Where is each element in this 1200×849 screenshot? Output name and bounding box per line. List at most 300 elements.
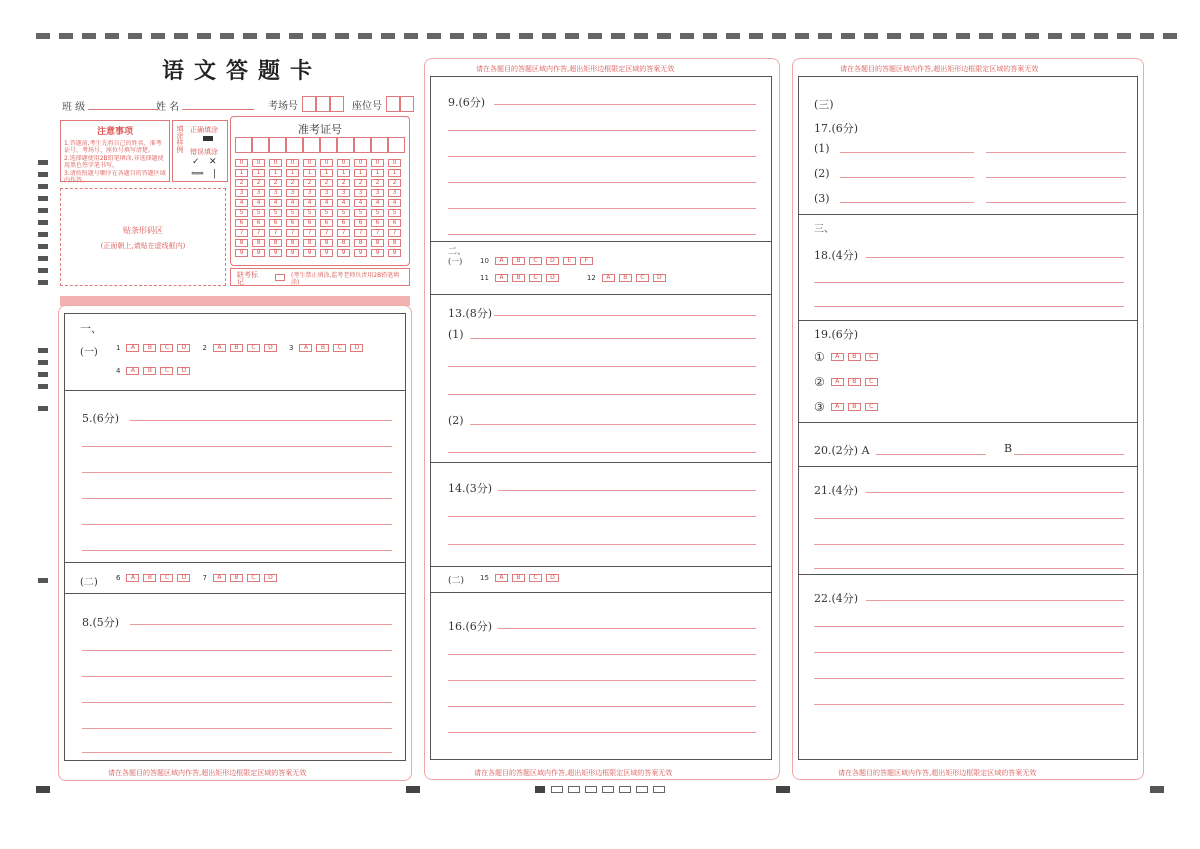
admission-bubble[interactable]: 2 [235,179,248,187]
admission-bubble[interactable]: 2 [320,179,333,187]
timing-mark [427,33,441,39]
answer-line[interactable] [494,315,756,316]
answer-line[interactable] [866,600,1124,601]
mc-option-bubble[interactable]: B [143,574,156,582]
answer-line[interactable] [814,678,1124,679]
timing-mark [36,786,50,793]
timing-mark [726,33,740,39]
admission-bubble[interactable]: 1 [286,169,299,177]
admission-bubble[interactable]: 5 [303,209,316,217]
admission-bubble[interactable]: 8 [286,239,299,247]
mc-option-bubble[interactable]: D [546,274,559,282]
mc-option-bubble[interactable]: A [495,274,508,282]
admission-bubble[interactable]: 6 [286,219,299,227]
admission-bubble[interactable]: 7 [303,229,316,237]
mc-question-number: 6 [116,574,121,582]
admission-bubble[interactable]: 0 [354,159,367,167]
admission-bubble[interactable]: 6 [235,219,248,227]
answer-line[interactable] [448,182,756,183]
admission-bubble-row [235,209,405,218]
admission-bubble[interactable]: 1 [252,169,265,177]
mc-question-number: 11 [480,274,489,282]
mc-option-bubble[interactable]: D [177,367,190,375]
panel-2-footer: 请在各题目的答题区域内作答,超出矩形边框限定区域的答案无效 [474,769,673,777]
admission-bubble[interactable]: 4 [320,199,333,207]
correct-fill-sample [203,136,213,141]
mc-option-bubble[interactable]: D [177,344,190,352]
absent-mark-row [230,268,410,286]
timing-mark [568,786,580,793]
admission-bubble[interactable]: 0 [269,159,282,167]
admission-bubble[interactable]: 9 [337,249,350,257]
mc-option-bubble[interactable]: C [865,378,878,386]
timing-mark [38,172,48,177]
mc-question-number: 2 [202,344,207,352]
admission-bubble[interactable]: 4 [371,199,384,207]
timing-mark [703,33,717,39]
mc-option-bubble[interactable]: C [333,344,346,352]
mc-option-bubble[interactable]: B [848,378,861,386]
col1-sub-two: (二) [80,577,98,588]
admission-bubble[interactable]: 0 [320,159,333,167]
admission-digit-box[interactable] [320,137,337,153]
admission-bubble[interactable]: 7 [235,229,248,237]
admission-bubble[interactable]: 4 [354,199,367,207]
admission-bubble[interactable]: 2 [371,179,384,187]
mc-option-bubble[interactable]: A [213,344,226,352]
admission-bubble[interactable]: 5 [371,209,384,217]
timing-mark [312,33,326,39]
admission-bubble[interactable]: 9 [286,249,299,257]
timing-mark [406,786,420,793]
admission-bubble[interactable]: 1 [235,169,248,177]
admission-bubble[interactable]: 1 [388,169,401,177]
admission-bubble[interactable]: 9 [235,249,248,257]
question-16-label: 16.(6分) [448,620,493,633]
admission-bubble[interactable]: 7 [320,229,333,237]
timing-mark [818,33,832,39]
admission-bubble[interactable]: 3 [286,189,299,197]
mc-option-bubble[interactable]: C [865,403,878,411]
admission-bubble[interactable]: 9 [269,249,282,257]
admission-bubble[interactable]: 1 [354,169,367,177]
answer-line[interactable] [986,177,1126,178]
admission-bubble[interactable]: 5 [388,209,401,217]
answer-line[interactable] [986,152,1126,153]
mc-option-bubble[interactable]: B [848,403,861,411]
timing-mark [551,786,563,793]
admission-digit-box[interactable] [354,137,371,153]
admission-bubble[interactable]: 9 [320,249,333,257]
seat-field[interactable] [352,96,414,112]
admission-bubble[interactable]: 4 [337,199,350,207]
admission-bubble[interactable]: 9 [388,249,401,257]
admission-number-box [230,116,410,266]
answer-line[interactable] [840,202,974,203]
admission-bubble[interactable]: 2 [286,179,299,187]
answer-line[interactable] [448,544,756,545]
mc-option-bubble[interactable]: A [602,274,615,282]
notice-line: 2.选择题使用2B铅笔填涂,非选择题使用黑色签字笔书写。 [64,155,164,169]
mc-option-bubble[interactable]: B [230,344,243,352]
mc-option-bubble[interactable]: D [177,574,190,582]
timing-mark [358,33,372,39]
admission-bubble[interactable]: 2 [269,179,282,187]
mc-option-bubble[interactable]: B [848,353,861,361]
mc-option-bubble[interactable]: A [126,344,139,352]
answer-line[interactable] [498,490,756,491]
admission-bubble[interactable]: 3 [269,189,282,197]
mc-question-number: 4 [116,367,121,375]
admission-bubble[interactable]: 9 [303,249,316,257]
mc-option-bubble[interactable]: B [143,367,156,375]
admission-bubble[interactable]: 8 [371,239,384,247]
mc-option-bubble[interactable]: C [160,367,173,375]
timing-mark [619,786,631,793]
timing-mark [450,33,464,39]
q19-item [814,350,882,364]
admission-bubble[interactable]: 4 [235,199,248,207]
admission-bubble[interactable]: 9 [354,249,367,257]
answer-line[interactable] [498,628,756,629]
timing-mark [38,184,48,189]
mc-option-bubble[interactable]: C [529,257,542,265]
admission-bubble[interactable]: 6 [320,219,333,227]
admission-bubble[interactable]: 3 [252,189,265,197]
admission-bubble[interactable]: 7 [252,229,265,237]
timing-mark [38,268,48,273]
question-14-label: 14.(3分) [448,482,493,495]
answer-line[interactable] [866,492,1124,493]
wrong-mark-arrow-icon: ⟺ [191,169,204,179]
mc-option-bubble[interactable]: F [580,257,593,265]
admission-bubble[interactable]: 6 [303,219,316,227]
admission-bubble[interactable]: 7 [286,229,299,237]
answer-line[interactable] [470,424,756,425]
mc-option-bubble[interactable]: D [546,574,559,582]
timing-mark [59,33,73,39]
q19-item [814,375,882,389]
mc-option-bubble[interactable]: E [563,257,576,265]
admission-digit-box[interactable] [235,137,252,153]
timing-mark [38,196,48,201]
col1-sub-one: (一) [80,347,98,358]
mc-option-bubble[interactable]: A [495,257,508,265]
admission-bubble[interactable]: 5 [337,209,350,217]
timing-mark [197,33,211,39]
admission-bubble[interactable]: 4 [286,199,299,207]
admission-bubble[interactable]: 6 [371,219,384,227]
question-17-part-2: (2) [814,167,830,180]
admission-bubble[interactable]: 7 [337,229,350,237]
admission-bubble[interactable]: 1 [320,169,333,177]
admission-bubble[interactable]: 6 [269,219,282,227]
timing-mark [38,406,48,411]
answer-line[interactable] [448,130,756,131]
admission-bubble[interactable]: 2 [354,179,367,187]
answer-line[interactable] [814,704,1124,705]
col2-sub-one: (一) [448,257,463,266]
section-three-heading: 三、 [814,224,834,235]
mc-option-bubble[interactable]: B [230,574,243,582]
timing-mark [38,256,48,261]
question-17-part-1: (1) [814,142,830,155]
answer-line[interactable] [986,202,1126,203]
admission-bubble[interactable]: 2 [337,179,350,187]
answer-line[interactable] [448,516,756,517]
timing-mark [542,33,556,39]
mc-option-bubble[interactable]: A [126,574,139,582]
timing-mark [864,33,878,39]
admission-digit-box[interactable] [337,137,354,153]
admission-bubble-row [235,249,405,258]
admission-bubble-grid[interactable] [235,159,405,259]
fill-example-vertical: 填涂样例 [176,125,184,153]
mc-option-bubble[interactable]: A [299,344,312,352]
timing-mark [381,33,395,39]
answer-line[interactable] [448,452,756,453]
question-19-label: 19.(6分) [814,328,859,341]
timing-mark [105,33,119,39]
q19-item-number: ③ [814,400,825,414]
timing-mark [38,384,48,389]
admission-bubble[interactable]: 8 [320,239,333,247]
timing-mark [1048,33,1062,39]
question-22-label: 22.(4分) [814,592,859,605]
answer-line[interactable] [840,152,974,153]
timing-mark [38,372,48,377]
notice-box [60,120,170,182]
admission-bubble[interactable]: 3 [371,189,384,197]
admission-bubble[interactable]: 6 [252,219,265,227]
mc-row-15[interactable] [480,574,571,582]
admission-digit-box[interactable] [286,137,303,153]
barcode-area [60,188,226,286]
mc-question-number: 12 [586,274,596,282]
admission-bubble[interactable]: 4 [388,199,401,207]
col2-sub-two: (二) [448,576,465,586]
admission-bubble[interactable]: 4 [303,199,316,207]
admission-bubble[interactable]: 5 [235,209,248,217]
admission-bubble[interactable]: 2 [303,179,316,187]
admission-bubble[interactable]: 0 [286,159,299,167]
mc-option-bubble[interactable]: D [653,274,666,282]
admission-bubble[interactable]: 3 [354,189,367,197]
answer-line[interactable] [814,626,1124,627]
mc-option-bubble[interactable]: D [350,344,363,352]
admission-bubble[interactable]: 8 [354,239,367,247]
admission-bubble[interactable]: 0 [303,159,316,167]
mc-row-11-12[interactable] [480,274,694,282]
mc-option-bubble[interactable]: A [831,378,844,386]
mc-option-bubble[interactable]: C [247,344,260,352]
mc-option-bubble[interactable]: C [636,274,649,282]
timing-mark [38,220,48,225]
admission-bubble[interactable]: 8 [388,239,401,247]
page-title: 语文答题卡 [162,58,323,84]
timing-mark [174,33,188,39]
admission-bubble[interactable]: 9 [371,249,384,257]
mc-option-bubble[interactable]: C [529,274,542,282]
admission-bubble[interactable]: 8 [269,239,282,247]
timing-mark [565,33,579,39]
admission-bubble[interactable]: 3 [320,189,333,197]
admission-bubble[interactable]: 3 [337,189,350,197]
mc-option-bubble[interactable]: D [264,344,277,352]
admission-bubble[interactable]: 5 [286,209,299,217]
timing-mark [602,786,614,793]
question-9-label: 9.(6分) [448,96,486,109]
notice-line: 3.请按照题号顺序在各题目的答题区域内作答。 [64,170,166,184]
notice-title: 注意事项 [96,127,133,137]
admission-digit-box[interactable] [252,137,269,153]
admission-digit-box[interactable] [388,137,405,153]
admission-bubble[interactable]: 2 [388,179,401,187]
timing-mark [473,33,487,39]
answer-line[interactable] [470,338,756,339]
admission-digit-box[interactable] [303,137,320,153]
name-field[interactable] [156,98,254,113]
admission-bubble[interactable]: 6 [388,219,401,227]
q19-item-number: ① [814,350,825,364]
admission-bubble[interactable]: 7 [269,229,282,237]
answer-line[interactable] [448,732,756,733]
answer-line[interactable] [814,518,1124,519]
admission-bubble[interactable]: 8 [235,239,248,247]
admission-bubble[interactable]: 9 [252,249,265,257]
timing-mark [841,33,855,39]
timing-mark [151,33,165,39]
admission-digit-box[interactable] [269,137,286,153]
admission-bubble-row [235,229,405,238]
admission-bubble[interactable]: 5 [269,209,282,217]
mc-option-bubble[interactable]: B [316,344,329,352]
answer-line[interactable] [814,282,1124,283]
room-field[interactable] [268,96,344,112]
answer-line[interactable] [448,156,756,157]
admission-bubble[interactable]: 0 [252,159,265,167]
name-label: 姓 名 [156,102,180,113]
answer-line[interactable] [448,706,756,707]
timing-mark [887,33,901,39]
answer-line[interactable] [448,234,756,235]
admission-bubble[interactable]: 5 [354,209,367,217]
admission-bubble-row [235,189,405,198]
question-13-label: 13.(8分) [448,307,493,320]
admission-write-boxes[interactable] [235,137,405,153]
admission-bubble[interactable]: 4 [269,199,282,207]
mc-question [480,574,563,582]
mc-row-10[interactable] [480,257,605,265]
mc-option-bubble[interactable]: D [264,574,277,582]
timing-mark [772,33,786,39]
answer-line[interactable] [448,654,756,655]
admission-bubble[interactable]: 1 [337,169,350,177]
answer-line[interactable] [866,257,1124,258]
mc-option-bubble[interactable]: A [213,574,226,582]
mc-option-bubble[interactable]: A [126,367,139,375]
mc-question [480,274,563,282]
answer-line[interactable] [448,366,756,367]
class-field[interactable] [62,98,158,113]
panel-1-footer: 请在各题目的答题区域内作答,超出矩形边框限定区域的答案无效 [108,769,307,777]
mc-option-bubble[interactable]: B [512,574,525,582]
answer-line[interactable] [448,394,756,395]
mc-option-bubble[interactable]: C [865,353,878,361]
admission-bubble[interactable]: 8 [337,239,350,247]
admission-bubble[interactable]: 7 [354,229,367,237]
timing-mark [128,33,142,39]
admission-bubble[interactable]: 3 [388,189,401,197]
admission-bubble[interactable]: 3 [235,189,248,197]
answer-line[interactable] [448,208,756,209]
timing-mark [243,33,257,39]
admission-bubble[interactable]: 6 [354,219,367,227]
admission-bubble[interactable]: 0 [388,159,401,167]
timing-mark [38,280,48,285]
timing-mark [36,33,50,39]
mc-option-bubble[interactable]: B [143,344,156,352]
timing-mark [636,786,648,793]
admission-bubble[interactable]: 7 [388,229,401,237]
admission-bubble[interactable]: 0 [235,159,248,167]
admission-bubble[interactable]: 6 [337,219,350,227]
timing-mark [38,160,48,165]
mc-option-bubble[interactable]: C [247,574,260,582]
mc-option-bubble[interactable]: D [546,257,559,265]
admission-bubble[interactable]: 8 [252,239,265,247]
mc-option-bubble[interactable]: B [512,274,525,282]
timing-mark [1117,33,1131,39]
answer-line[interactable] [840,177,974,178]
answer-line[interactable] [448,680,756,681]
admission-bubble[interactable]: 4 [252,199,265,207]
answer-line[interactable] [494,104,756,105]
admission-bubble[interactable]: 1 [269,169,282,177]
admission-bubble[interactable]: 5 [320,209,333,217]
admission-bubble[interactable]: 0 [371,159,384,167]
admission-bubble[interactable]: 2 [252,179,265,187]
mc-option-bubble[interactable]: B [619,274,632,282]
timing-mark [38,360,48,365]
admission-bubble[interactable]: 3 [303,189,316,197]
mc-option-bubble[interactable]: A [831,353,844,361]
timing-mark [585,786,597,793]
timing-mark [657,33,671,39]
mc-option-bubble[interactable]: C [529,574,542,582]
admission-bubble[interactable]: 7 [371,229,384,237]
answer-line[interactable] [814,306,1124,307]
answer-line[interactable] [814,568,1124,569]
admission-bubble[interactable]: 1 [303,169,316,177]
mc-option-bubble[interactable]: A [831,403,844,411]
admission-bubble[interactable]: 1 [371,169,384,177]
mc-option-bubble[interactable]: C [160,574,173,582]
section-one-heading: 一、 [80,322,102,335]
admission-bubble[interactable]: 8 [303,239,316,247]
mc-option-bubble[interactable]: B [512,257,525,265]
mc-option-bubble[interactable]: C [160,344,173,352]
admission-bubble[interactable]: 0 [337,159,350,167]
mc-option-bubble[interactable]: A [495,574,508,582]
answer-line[interactable] [814,544,1124,545]
fill-example-box [172,120,228,182]
timing-mark [38,232,48,237]
absent-checkbox[interactable] [275,274,285,281]
admission-digit-box[interactable] [371,137,388,153]
answer-line[interactable] [814,652,1124,653]
admission-bubble[interactable]: 5 [252,209,265,217]
